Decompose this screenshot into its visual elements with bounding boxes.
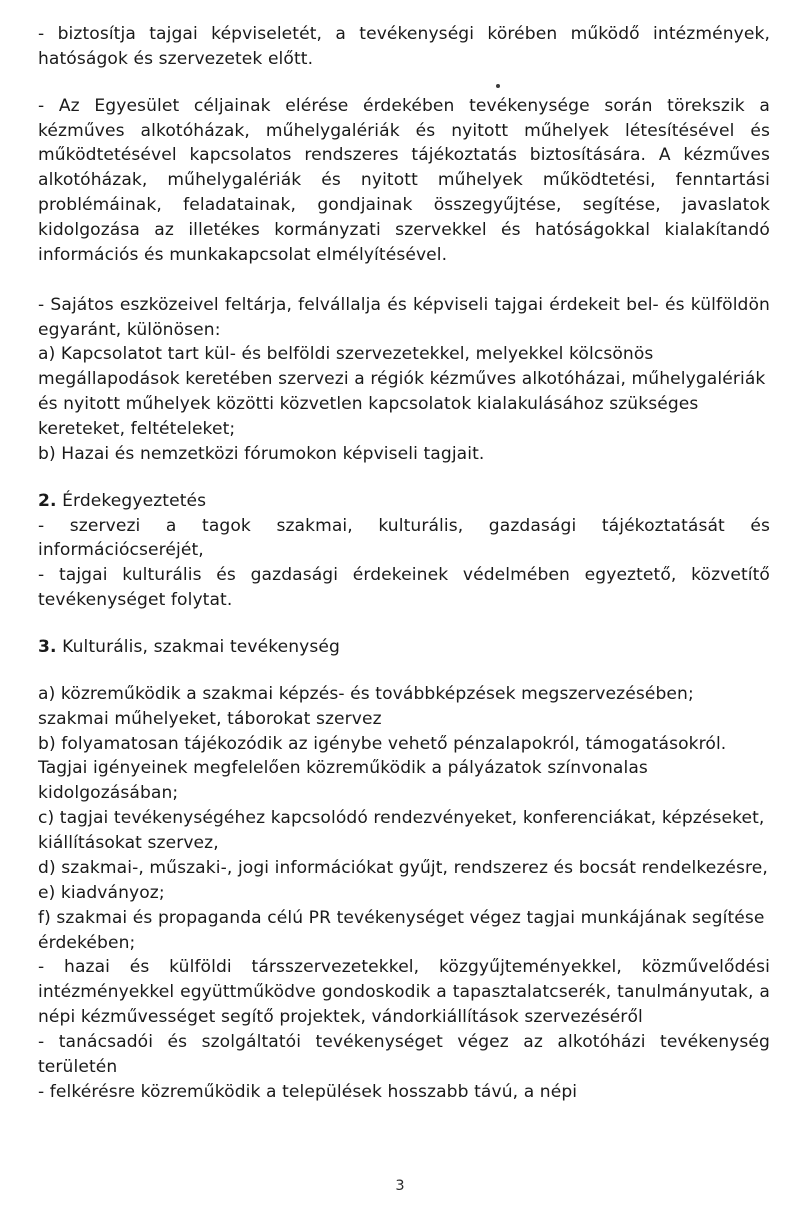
heading-3-label: Kulturális, szakmai tevékenység (56, 637, 340, 658)
heading-2-number: 2. (38, 490, 57, 511)
paragraph-settlements-longterm: - felkérésre közreműködik a települések hosszabb távú, a népi (38, 1081, 578, 1102)
paragraph-mediating-activity: - tajgai kulturális és gazdasági érdekeinek védelmében egyeztető, közvetítő tevékenységet folytat. (38, 565, 770, 611)
heading-2-interest-coordination (38, 489, 770, 514)
list-item-d-information: d) szakmai-, műszaki-, jogi információkat gyűjt, rendszerez és bocsát rendelkezésre, (38, 857, 768, 878)
heading-3-number: 3. (38, 637, 57, 658)
list-item-b-forums: b) Hazai és nemzetközi fórumokon képviseli tagjait. (38, 443, 485, 464)
list-item-c-events: c) tagjai tevékenységéhez kapcsolódó rendezvényeket, konferenciákat, képzéseket, kiállításokat szervez, (38, 808, 765, 854)
paragraph-own-tools: - Sajátos eszközeivel feltárja, felvállalja és képviseli tajgai érdekeit bel- és külföldön egyaránt, különösen: (38, 294, 770, 340)
list-item-b-funding: b) folyamatosan tájékozódik az igénybe vehető pénzalapokról, támogatásokról. Tagjai igényeinek megfelelően közreműködik a pályázatok színvonalas kidolgozásában; (38, 733, 727, 804)
paragraph-advisory-services: - tanácsadói és szolgáltatói tevékenységet végez az alkotóházi tevékenység területén (38, 1031, 770, 1077)
paragraph-organizes-info: - szervezi a tagok szakmai, kulturális, gazdasági tájékoztatását és információcseréjét, (38, 515, 770, 561)
heading-3-cultural-professional (38, 635, 770, 660)
list-item-a-training: a) közreműködik a szakmai képzés- és továbbképzések megszervezésében; szakmai műhelyeket, táborokat szervez (38, 683, 694, 729)
heading-2-label: Érdekegyeztetés (56, 490, 207, 511)
paragraph-partner-organizations: - hazai és külföldi társszervezetekkel, közgyűjteményekkel, közművelődési intézményekkel együttműködve gondoskodik a tapasztalatcserék, tanulmányutak, a népi kézművességet segítő projektek, vándorkiállítások szervezéséről (38, 957, 770, 1028)
list-item-e-publishing: e) kiadványoz; (38, 882, 165, 903)
document-body (38, 22, 770, 1105)
list-item-f-pr: f) szakmai és propaganda célú PR tevékenységet végez tagjai munkájának segítése érdekében; (38, 907, 765, 953)
page-number: 3 (395, 1178, 405, 1194)
paragraph-association-goals: - Az Egyesület céljainak elérése érdekében tevékenysége során törekszik a kézműves alkotóházak, műhelygalériák és nyitott műhelyek létesítésével és működtetésével kapcsolatos rendszeres tájékoztatás biztosítására. A kézműves alkotóházak, műhelygalériák és nyitott műhelyek működtetési, fenntartási problémáinak, feladatainak, gondjainak összegyűjtése, segítése, javaslatok kidolgozása az illetékes kormányzati szervekkel és hatóságokkal kialakítandó információs és munkakapcsolat elmélyítésével. (38, 95, 770, 265)
paragraph-representation: - biztosítja tajgai képviseletét, a tevékenységi körében működő intézmények, hatóságok és szervezetek előtt. (38, 24, 770, 69)
list-item-a-contacts: a) Kapcsolatot tart kül- és belföldi szervezetekkel, melyekkel kölcsönös megállapodások keretében szervezi a régiók kézműves alkotóházai, műhelygalériák és nyitott műhelyek közötti közvetlen kapcsolatok kialakulásához szükséges kereteket, feltételeket; (38, 344, 766, 440)
scan-artifact-dot (496, 84, 500, 88)
